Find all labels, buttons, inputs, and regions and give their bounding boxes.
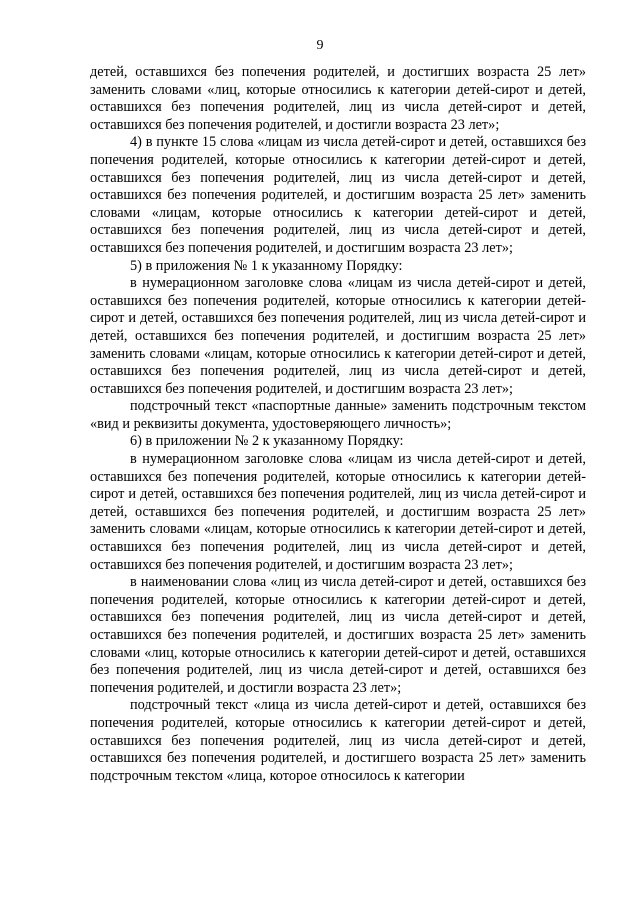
paragraph-appendix-1-subscript-change: подстрочный текст «паспортные данные» заменить подстрочным текстом «вид и реквизиты документа, удостоверяющего личность»; <box>90 398 586 432</box>
paragraph-appendix-1-heading-change: в нумерационном заголовке слова «лицам из числа детей-сирот и детей, оставшихся без попечения родителей, которые относились к категории детей-сирот и детей, оставшихся без попечения родителей, лиц из числа детей-сирот и детей, оставшихся без попечения родителей, и достигшим возраста 25 лет» заменить словами «лицам, которые относились к категории детей-сирот и детей, оставшихся без попечения родителей, лиц из числа детей-сирот и детей, оставшихся без попечения родителей, и достигшим возраста 23 лет»; <box>90 275 586 397</box>
paragraph-appendix-2-title-change: в наименовании слова «лиц из числа детей-сирот и детей, оставшихся без попечения родителей, которые относились к категории детей-сирот и детей, оставшихся без попечения родителей, лиц из числа детей-сирот и детей, оставшихся без попечения родителей, и достигших возраста 25 лет» заменить словами «лиц, которые относились к категории детей-сирот и детей, оставшихся без попечения родителей, лиц из числа детей-сирот и детей, оставшихся без попечения родителей, и достигли возраста 23 лет»; <box>90 574 586 696</box>
paragraph-continuation: детей, оставшихся без попечения родителей, и достигших возраста 25 лет» заменить словами «лиц, которые относились к категории детей-сирот и детей, оставшихся без попечения родителей, лиц из числа детей-сирот и детей, оставшихся без попечения родителей, и достигли возраста 23 лет»; <box>90 64 586 133</box>
paragraph-appendix-2-subscript-change: подстрочный текст «лица из числа детей-сирот и детей, оставшихся без попечения родителей, которые относились к категории детей-сирот и детей, оставшихся без попечения родителей, лиц из числа детей-сирот и детей, оставшихся без попечения родителей, и достигшего возраста 25 лет» заменить подстрочным текстом «лица, которое относилось к категории <box>90 697 586 784</box>
paragraph-item-5: 5) в приложения № 1 к указанному Порядку: <box>130 257 403 274</box>
paragraph-item-4: 4) в пункте 15 слова «лицам из числа детей-сирот и детей, оставшихся без попечения родителей, которые относились к категории детей-сирот и детей, оставшихся без попечения родителей, лиц из числа детей-сирот и детей, оставшихся без попечения родителей, и достигшим возраста 25 лет» заменить словами «лицам, которые относились к категории детей-сирот и детей, оставшихся без попечения родителей, лиц из числа детей-сирот и детей, оставшихся без попечения родителей, и достигшим возраста 23 лет»; <box>90 134 586 256</box>
paragraph-item-6: 6) в приложении № 2 к указанному Порядку: <box>130 433 404 450</box>
paragraph-appendix-2-heading-change: в нумерационном заголовке слова «лицам из числа детей-сирот и детей, оставшихся без попечения родителей, которые относились к категории детей-сирот и детей, оставшихся без попечения родителей, лиц из числа детей-сирот и детей, оставшихся без попечения родителей, и достигшим возраста 25 лет» заменить словами «лицам, которые относились к категории детей-сирот и детей, оставшихся без попечения родителей, лиц из числа детей-сирот и детей, оставшихся без попечения родителей, и достигшим возраста 23 лет»; <box>90 451 586 573</box>
page-number: 9 <box>316 38 324 53</box>
document-body <box>90 64 586 785</box>
